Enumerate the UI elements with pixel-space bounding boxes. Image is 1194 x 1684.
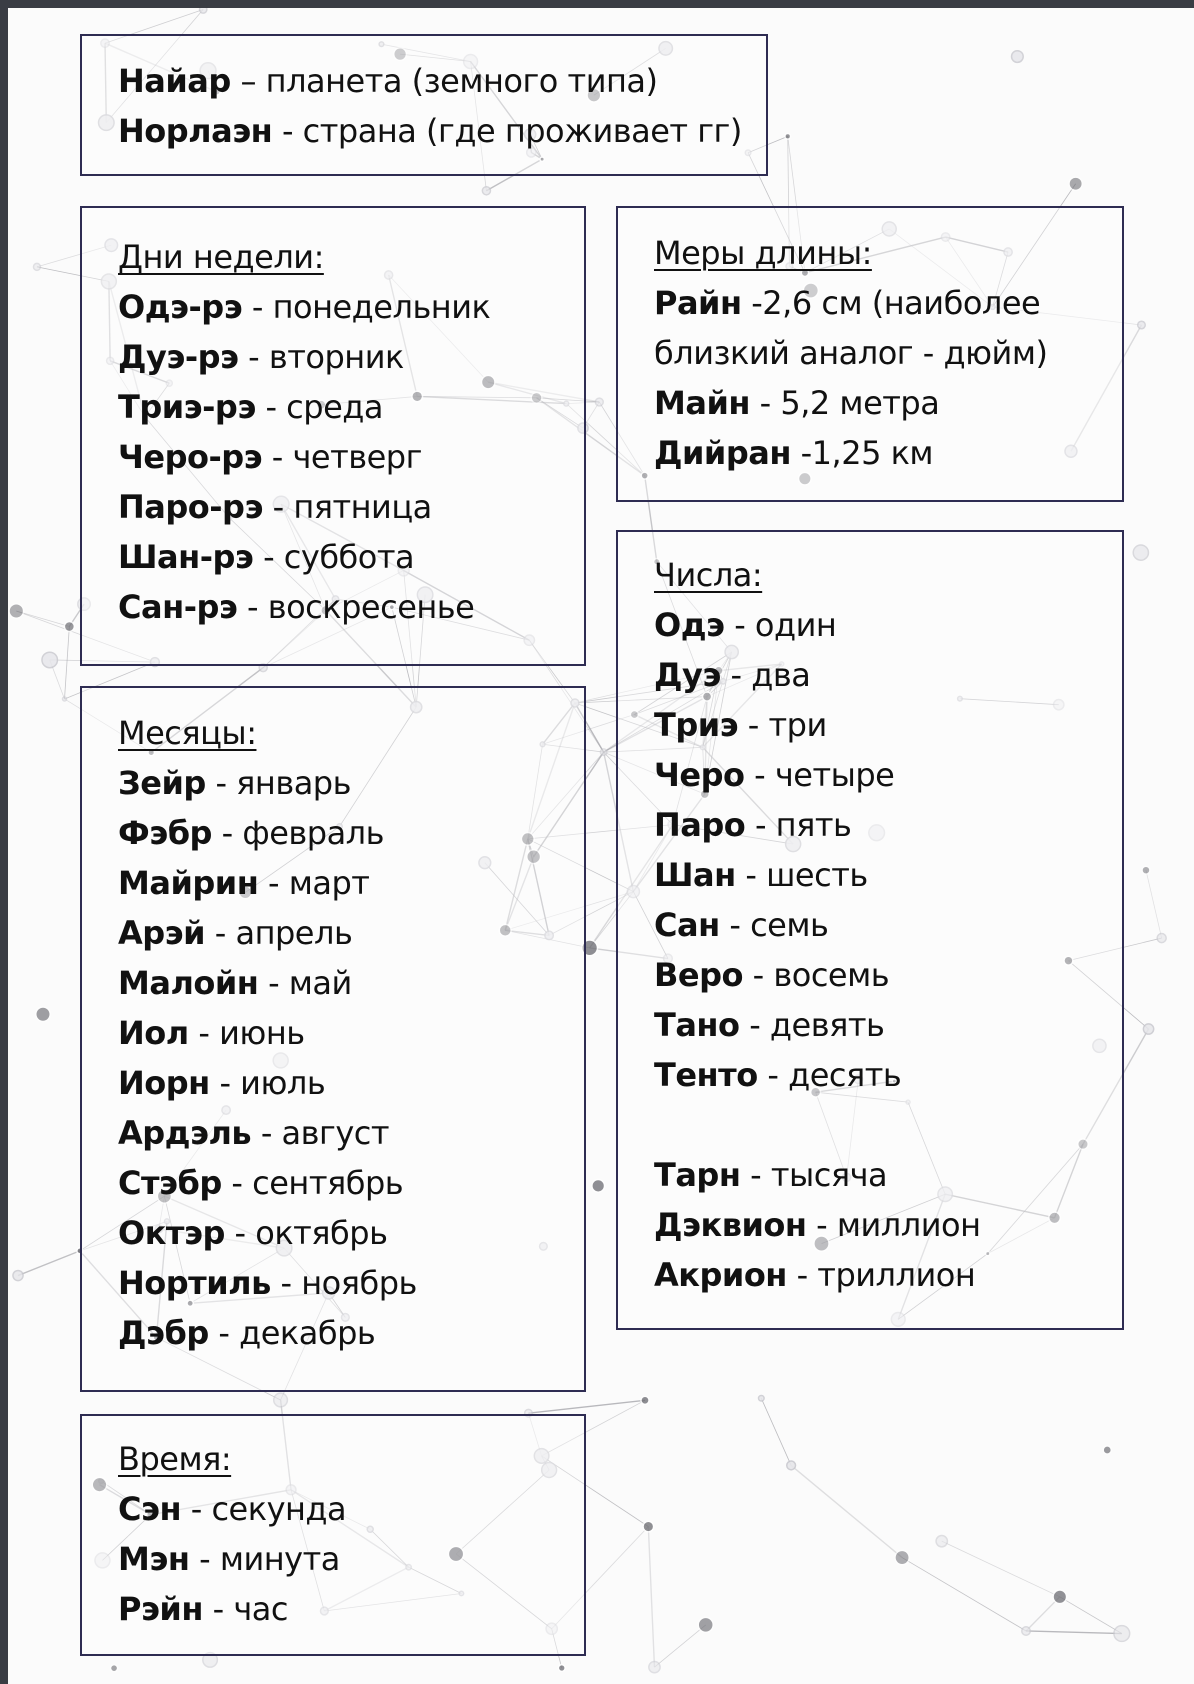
network-node [33,263,40,270]
length-entry: Райн -2,6 см (наиболее [654,284,1041,322]
number-entry: Одэ - один [654,606,837,644]
network-link [528,1400,645,1413]
month-entry: Дэбр - декабрь [118,1314,376,1352]
network-node [785,134,791,140]
network-link [1146,870,1162,938]
number-entry: Дэквион - миллион [654,1206,981,1244]
network-link [1026,1631,1122,1634]
months-heading: Месяцы: [118,714,257,752]
network-node [64,621,74,631]
glossary-page [8,8,1194,1684]
network-link [942,1541,1060,1597]
month-entry: Октэр - октябрь [118,1214,388,1252]
network-node [1157,934,1166,943]
network-node [36,1007,50,1021]
network-link [902,1558,1026,1631]
day-entry: Шан-рэ - суббота [118,538,415,576]
network-node [592,1180,605,1193]
day-entry: Сан-рэ - воскресенье [118,588,475,626]
network-link [1060,1597,1122,1634]
network-node [558,1665,565,1672]
length-entry: Дийран -1,25 км [654,434,934,472]
network-node [1103,1446,1111,1454]
lengths-heading: Меры длины: [654,234,872,272]
network-link [16,611,69,626]
numbers-box [616,530,1124,1330]
time-entry: Мэн - минута [118,1540,340,1578]
numbers-heading: Числа: [654,556,763,594]
network-node [759,1395,765,1401]
number-entry: Паро - пять [654,806,852,844]
network-node [1142,866,1150,874]
network-node [1069,177,1082,190]
network-node [200,8,207,13]
network-node [1022,1627,1030,1635]
network-node [1114,1626,1130,1642]
days-box [80,206,586,666]
time-heading: Время: [118,1440,232,1478]
network-node [1138,321,1146,329]
network-node [936,1535,947,1546]
month-entry: Зейр - январь [118,764,351,802]
network-link [791,1465,902,1557]
number-entry: Шан - шесть [654,856,868,894]
network-link [18,1251,80,1276]
month-entry: Арэй - апрель [118,914,353,952]
month-entry: Иорн - июль [118,1064,326,1102]
network-link [65,626,70,698]
day-entry: Дуэ-рэ - вторник [118,338,404,376]
month-entry: Иол - июнь [118,1014,305,1052]
network-node [1143,1024,1153,1034]
months-box [80,686,586,1392]
network-node [641,1396,649,1404]
network-node [698,1617,713,1632]
month-entry: Стэбр - сентябрь [118,1164,404,1202]
network-node [274,1393,288,1407]
month-entry: Майрин - март [118,864,370,902]
length-entry-continuation: близкий аналог - дюйм) [654,334,1048,372]
network-node [1053,1590,1067,1604]
number-entry: Триэ - три [654,706,827,744]
month-entry: Фэбр - февраль [118,814,384,852]
days-heading: Дни недели: [118,238,324,276]
network-node [595,398,603,406]
month-entry: Ардэль - август [118,1114,389,1152]
network-node [787,1461,796,1470]
number-entry: Дуэ - два [654,656,811,694]
lengths-box [616,206,1124,502]
intro-box [80,34,768,176]
network-node [13,1270,23,1280]
intro-line: Найар – планета (земного типа) [118,62,658,100]
network-link [654,1625,705,1667]
network-node [9,604,24,619]
network-node [643,1521,654,1532]
network-node [1133,545,1148,560]
day-entry: Паро-рэ - пятница [118,488,432,526]
month-entry: Нортиль - ноябрь [118,1264,417,1302]
day-entry: Одэ-рэ - понедельник [118,288,491,326]
length-entry: Майн - 5,2 метра [654,384,940,422]
network-node [482,187,490,195]
network-link [648,1527,654,1668]
network-node [42,652,57,667]
number-entry: Тенто - десять [654,1056,902,1094]
day-entry: Триэ-рэ - среда [118,388,383,426]
number-entry: Тано - девять [654,1006,885,1044]
network-node [895,1550,909,1564]
number-entry: Тарн - тысяча [654,1156,888,1194]
number-entry: Сан - семь [654,906,829,944]
intro-line: Норлаэн - страна (где проживает гг) [118,112,742,150]
network-node [600,749,607,756]
time-entry: Сэн - секунда [118,1490,347,1528]
network-node [1012,51,1024,63]
month-entry: Малойн - май [118,964,352,1002]
network-node [63,697,67,701]
day-entry: Черо-рэ - четверг [118,438,422,476]
network-node [649,1661,660,1672]
time-box [80,1414,586,1656]
number-entry: Веро - восемь [654,956,890,994]
network-node [110,1665,117,1672]
time-entry: Рэйн - час [118,1590,288,1628]
network-link [761,1398,791,1465]
number-entry: Черо - четыре [654,756,895,794]
number-entry: Акрион - триллион [654,1256,976,1294]
